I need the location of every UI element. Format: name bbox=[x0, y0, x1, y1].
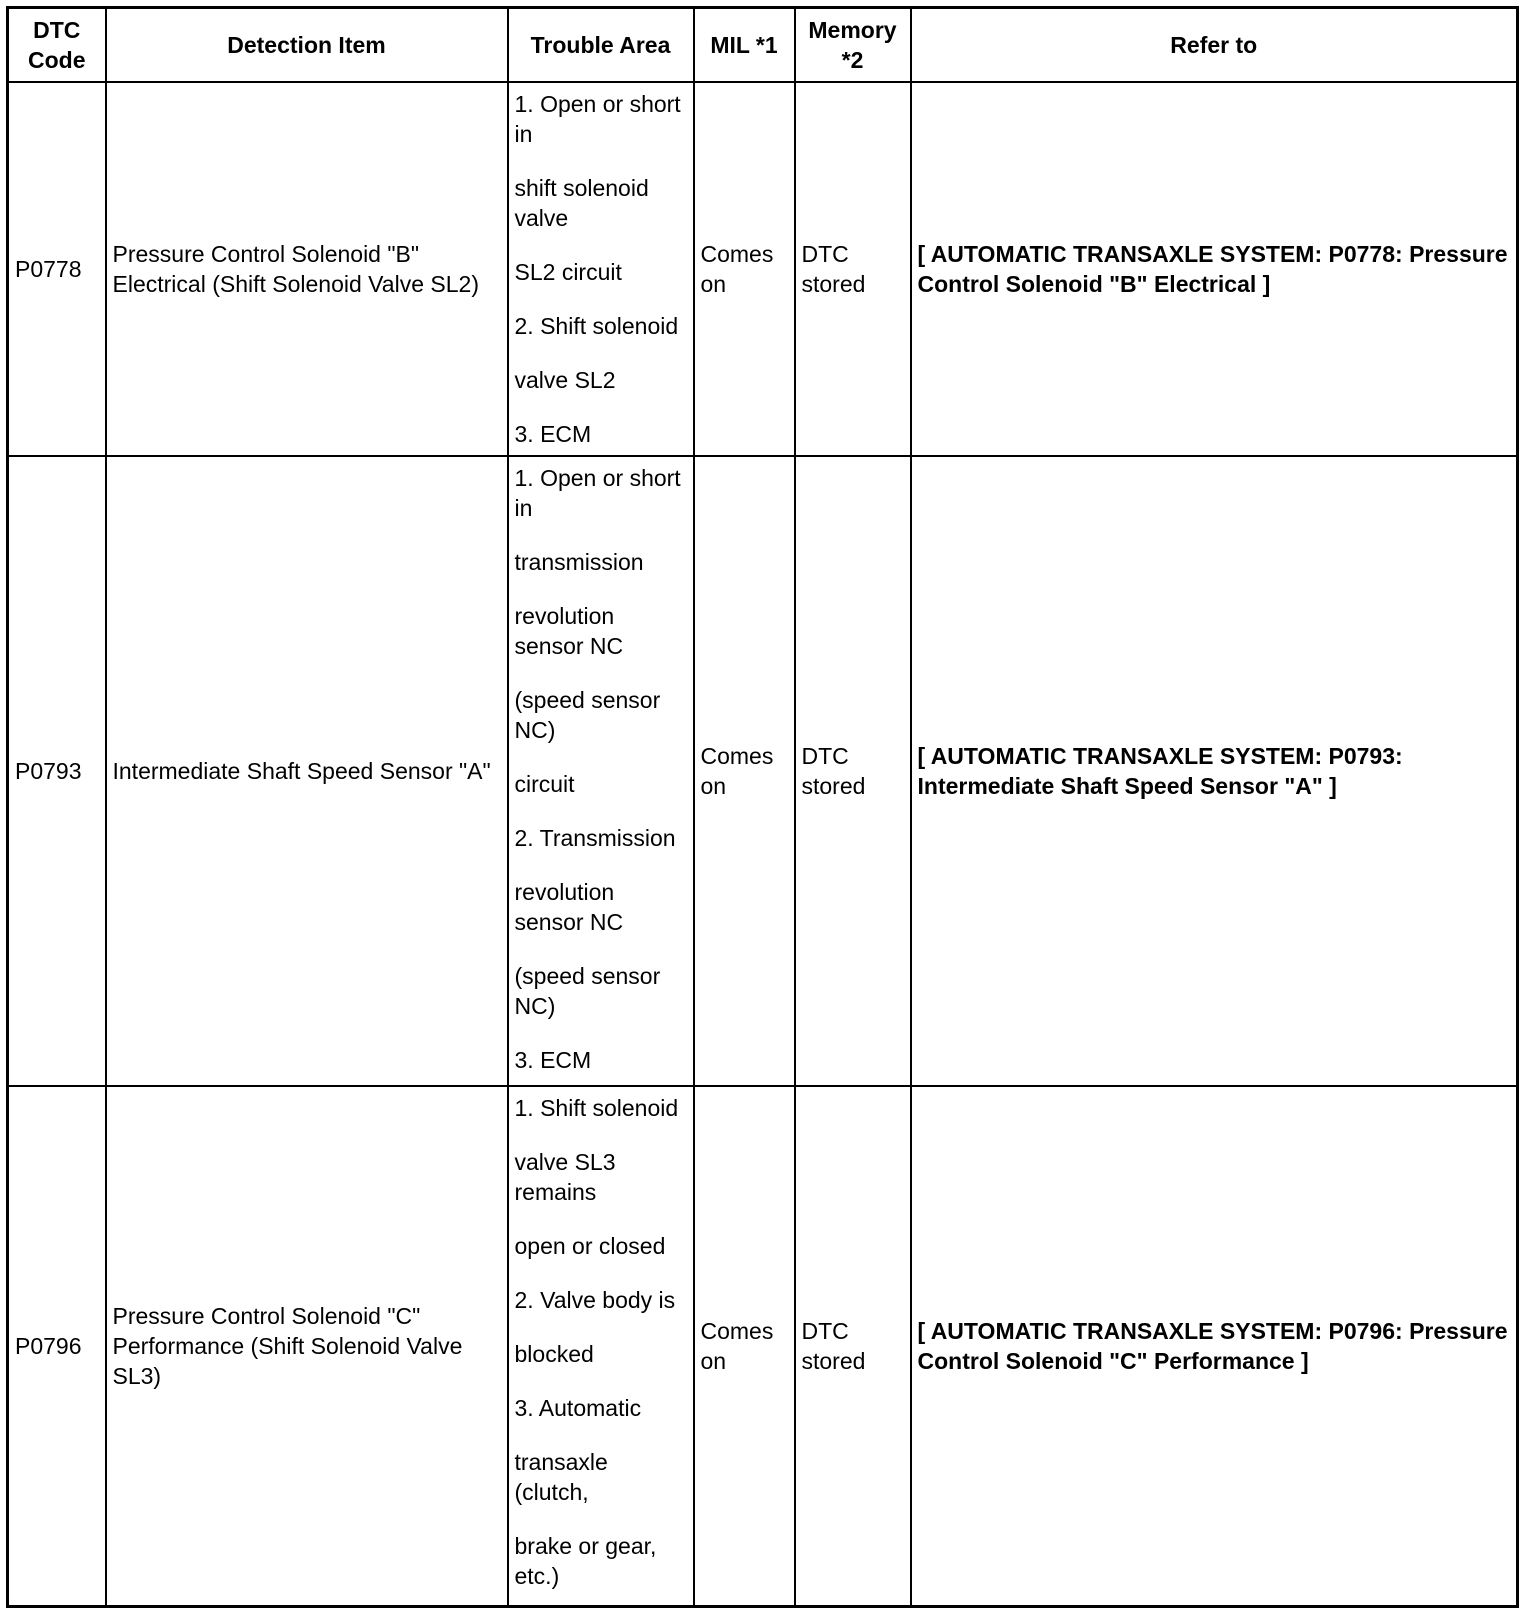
trouble-area-line: 2. Transmission bbox=[514, 825, 676, 851]
trouble-area-line: 1. Shift solenoid bbox=[514, 1095, 679, 1121]
trouble-area-cell bbox=[508, 82, 694, 456]
dtc-code-cell: P0796 bbox=[8, 1086, 106, 1606]
trouble-area-line: shift solenoid valve bbox=[514, 175, 649, 231]
refer-to-link[interactable]: [ AUTOMATIC TRANSAXLE SYSTEM: P0778: Pressure Control Solenoid "B" Electrical ] bbox=[911, 82, 1518, 456]
trouble-area-line: revolution sensor NC bbox=[514, 879, 624, 935]
header-refer-to: Refer to bbox=[911, 8, 1518, 83]
memory-cell: DTC stored bbox=[795, 1086, 911, 1606]
trouble-area-line: blocked bbox=[514, 1341, 594, 1367]
trouble-area-line: 3. ECM bbox=[514, 421, 592, 447]
trouble-area-line: valve SL3 remains bbox=[514, 1149, 616, 1205]
dtc-code-cell: P0793 bbox=[8, 456, 106, 1086]
refer-to-link[interactable]: [ AUTOMATIC TRANSAXLE SYSTEM: P0793: Intermediate Shaft Speed Sensor "A" ] bbox=[911, 456, 1518, 1086]
trouble-area-line: 3. Automatic bbox=[514, 1395, 642, 1421]
trouble-area-line: (speed sensor NC) bbox=[514, 687, 661, 743]
trouble-area-line: revolution sensor NC bbox=[514, 603, 624, 659]
table-row bbox=[8, 82, 1518, 456]
refer-to-link[interactable]: [ AUTOMATIC TRANSAXLE SYSTEM: P0796: Pressure Control Solenoid "C" Performance ] bbox=[911, 1086, 1518, 1606]
trouble-area-line: 2. Shift solenoid bbox=[514, 313, 679, 339]
trouble-area-line: SL2 circuit bbox=[514, 259, 622, 285]
mil-cell: Comes on bbox=[694, 1086, 795, 1606]
trouble-area-line: circuit bbox=[514, 771, 575, 797]
trouble-area-line: 3. ECM bbox=[514, 1047, 592, 1073]
detection-item-cell: Intermediate Shaft Speed Sensor "A" bbox=[106, 456, 508, 1086]
trouble-area-line: transmission bbox=[514, 549, 644, 575]
header-dtc-code-label: DTC Code bbox=[28, 17, 86, 73]
trouble-area-line: transaxle (clutch, bbox=[514, 1449, 608, 1505]
trouble-area-cell bbox=[508, 1086, 694, 1606]
trouble-area-line: 1. Open or short in bbox=[514, 465, 681, 521]
detection-item-cell: Pressure Control Solenoid "C" Performance (Shift Solenoid Valve SL3) bbox=[106, 1086, 508, 1606]
trouble-area-line: 2. Valve body is bbox=[514, 1287, 676, 1313]
header-row bbox=[8, 8, 1518, 83]
header-detection-item: Detection Item bbox=[106, 8, 508, 83]
dtc-table bbox=[6, 6, 1519, 1608]
trouble-area-line: 1. Open or short in bbox=[514, 91, 681, 147]
header-memory: Memory *2 bbox=[795, 8, 911, 83]
detection-item-cell: Pressure Control Solenoid "B" Electrical (Shift Solenoid Valve SL2) bbox=[106, 82, 508, 456]
mil-cell: Comes on bbox=[694, 82, 795, 456]
header-dtc-code bbox=[8, 8, 106, 83]
table-row bbox=[8, 1086, 1518, 1606]
dtc-code-cell: P0778 bbox=[8, 82, 106, 456]
trouble-area-line: brake or gear, etc.) bbox=[514, 1533, 657, 1589]
trouble-area-line: (speed sensor NC) bbox=[514, 963, 661, 1019]
table-row bbox=[8, 456, 1518, 1086]
memory-cell: DTC stored bbox=[795, 82, 911, 456]
header-trouble-area: Trouble Area bbox=[508, 8, 694, 83]
mil-cell: Comes on bbox=[694, 456, 795, 1086]
trouble-area-line: open or closed bbox=[514, 1233, 666, 1259]
header-mil: MIL *1 bbox=[694, 8, 795, 83]
trouble-area-cell bbox=[508, 456, 694, 1086]
trouble-area-line: valve SL2 bbox=[514, 367, 616, 393]
memory-cell: DTC stored bbox=[795, 456, 911, 1086]
